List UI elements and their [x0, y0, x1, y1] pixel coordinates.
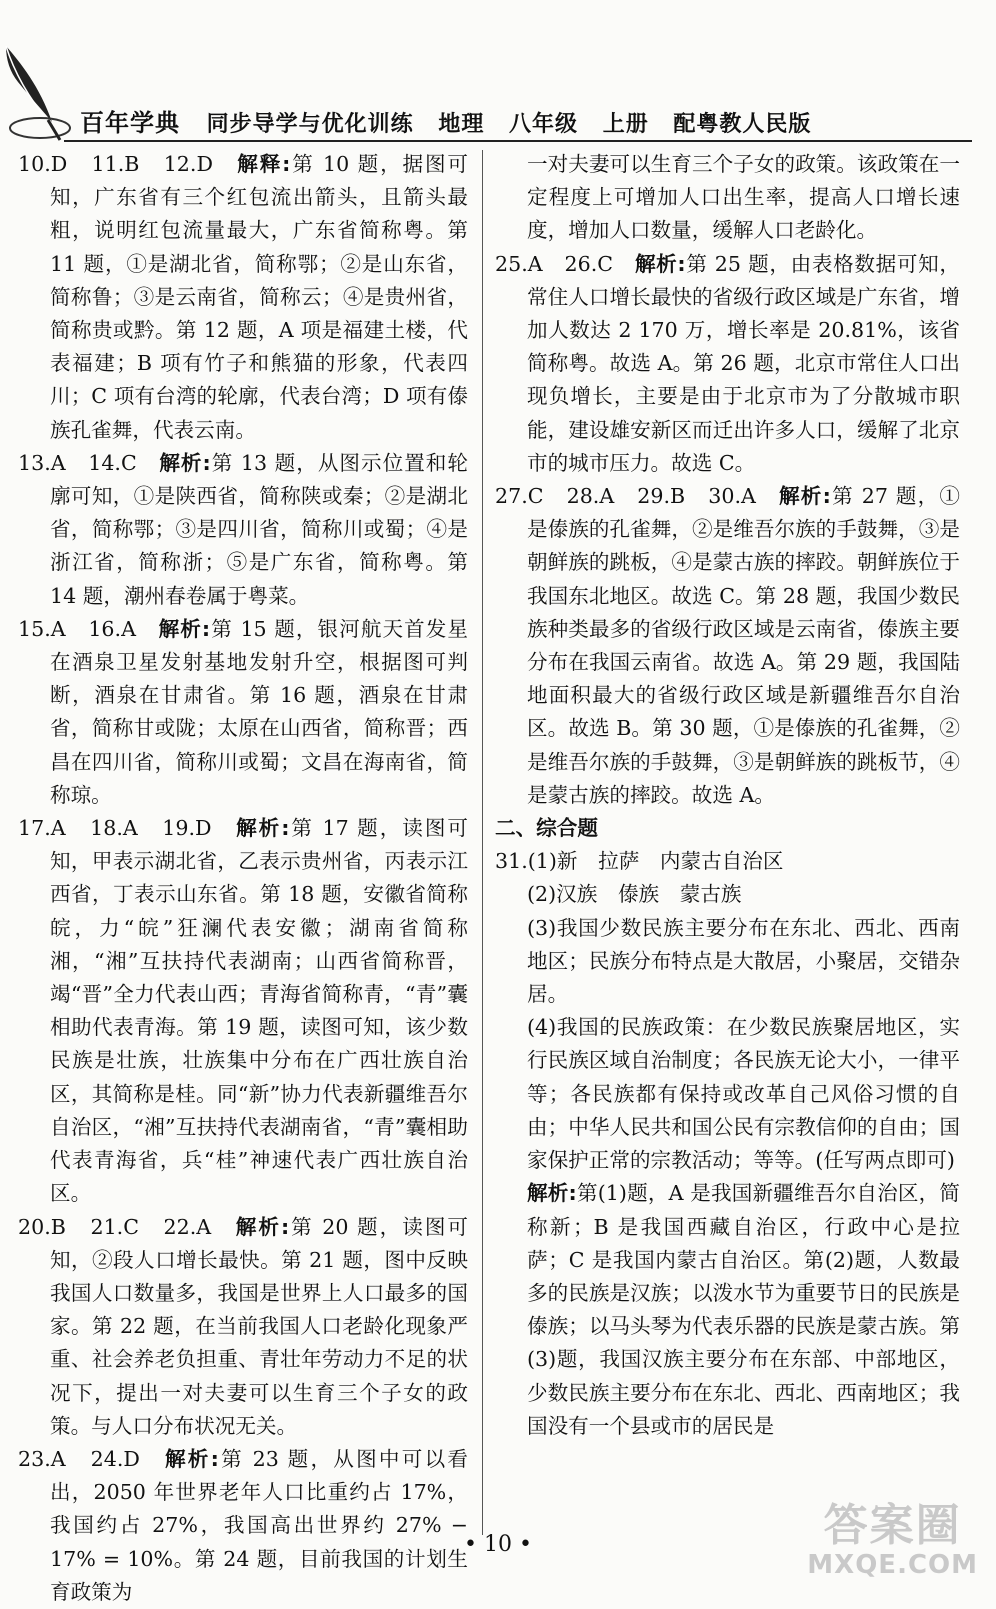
question-31-part-3: (3)我国少数民族主要分布在东北、西北、西南地区；民族分布特点是大散居，小聚居，交错杂居。 — [527, 915, 960, 1007]
watermark-logo — [807, 1500, 978, 1580]
book-title — [80, 103, 811, 138]
quill-logo-icon — [0, 42, 75, 142]
section-title: 二、综合题 — [495, 816, 598, 841]
header-rule — [64, 140, 972, 142]
column-divider — [482, 150, 483, 1535]
answer-item: 17.A 18.A 19.D 解析:第 17 题，读图可知，甲表示湖北省，乙表示贵州省，丙表示江西省，丁表示山东省。第 18 题，安徽省简称皖，力“皖”狂澜代表安徽；湖南省简称湘，“湘”互扶持代表湖南；山西省简称晋，竭“晋”全力代表山西；青海省简称青，“青”囊相助代表青海。第 19 题，读图可知，该少数民族是壮族，壮族集中分布在广西壮族自治区，其简称是桂。同“新”协力代表新疆维吾尔自治区，“湘”互扶持代表湖南省，“青”囊相助代表青海省，兵“桂”神速代表广西壮族自治区。 — [18, 816, 468, 1206]
brand-name: 百年学典 — [80, 109, 180, 137]
answer-item: 10.D 11.B 12.D 解释:第 10 题，据图可知，广东省有三个红包流出箭头，且箭头最粗，说明红包流量最大，广东省简称粤。第 11 题，①是湖北省，简称鄂；②是山东省，简称鲁；③是云南省，简称云；④是贵州省，简称贵或黔。第 12 题，A 项是福建土楼，代表福建；B 项有竹子和熊猫的形象，代表四川；C 项有台湾的轮廓，代表台湾；D 项有傣族孔雀舞，代表云南。 — [18, 152, 468, 442]
answer-item: 20.B 21.C 22.A 解析:第 20 题，读图可知，②段人口增长最快。第 21 题，图中反映我国人口数量多，我国是世界上人口最多的国家。第 22 题，在当前我国人口老龄化现象严重、社会养老负担重、青壮年劳动力不足的状况下，提出一对夫妻可以生育三个子女的政策。与人口分布状况无关。 — [18, 1214, 468, 1438]
continuation-text: 一对夫妻可以生育三个子女的政策。该政策在一定程度上可增加人口出生率，提高人口增长速度，增加人口数量，缓解人口老龄化。 — [527, 152, 960, 243]
page-header — [0, 0, 996, 150]
watermark-en: MXQE.COM — [807, 1550, 978, 1580]
edition: 配粤教人民版 — [673, 112, 812, 137]
left-column — [18, 148, 468, 1609]
volume: 上册 — [602, 112, 649, 137]
subject: 地理 — [438, 112, 485, 137]
answer-item: 25.A 26.C 解析:第 25 题，由表格数据可知，常住人口增长最快的省级行政区域是广东省，增加人数达 2 170 万，增长率是 20.81%，该省简称粤。故选 A。第 26 题，北京市常住人口出现负增长，主要是由于北京市为了分散城市职能，建设雄安新区而迁出许多人口，缓解了北京市的城市压力。故选 C。 — [495, 251, 960, 475]
answer-item: 15.A 16.A 解析:第 15 题，银河航天首发星在酒泉卫星发射基地发射升空，根据图可判断，酒泉在甘肃省。第 16 题，酒泉在甘肃省，简称甘或陇；太原在山西省，简称晋；西昌在四川省，简称川或蜀；文昌在海南省，简称琼。 — [18, 616, 468, 807]
question-31-part-1: 31.(1)新 拉萨 内蒙古自治区 — [495, 849, 784, 874]
right-column — [495, 148, 960, 1443]
answer-item: 23.A 24.D 解析:第 23 题，从图中可以看出，2050 年世界老年人口比重约占 17%，我国约占 27%，我国高出世界约 27% − 17% = 10%。第 24 题，目前我国的计划生育政策为 — [18, 1446, 468, 1604]
page-number: • 10 • — [464, 1532, 532, 1557]
question-31-part-2: (2)汉族 傣族 蒙古族 — [527, 882, 742, 907]
question-31-analysis: 解析:第(1)题，A 是我国新疆维吾尔自治区，简称新；B 是我国西藏自治区，行政中心是拉萨；C 是我国内蒙古自治区。第(2)题，人数最多的民族是汉族；以泼水节为重要节日的民族是傣族；以马头琴为代表乐器的民族是蒙古族。第(3)题，我国汉族主要分布在东部、中部地区，少数民族主要分布在东北、西北、西南地区；我国没有一个县或市的居民是 — [527, 1181, 960, 1438]
answer-item: 13.A 14.C 解析:第 13 题，从图示位置和轮廓可知，①是陕西省，简称陕或秦；②是湖北省，简称鄂；③是四川省，简称川或蜀；④是浙江省，简称浙；⑤是广东省，简称粤。第 14 题，潮州春卷属于粤菜。 — [18, 450, 468, 608]
question-31-part-4: (4)我国的民族政策：在少数民族聚居地区，实行民族区域自治制度；各民族无论大小，一律平等；各民族都有保持或改革自己风俗习惯的自由；中华人民共和国公民有宗教信仰的自由；国家保护正常的宗教活动；等等。(任写两点即可) — [527, 1015, 960, 1173]
grade: 八年级 — [509, 112, 579, 137]
watermark-cn: 答案圈 — [823, 1500, 962, 1551]
series-title: 同步导学与优化训练 — [206, 112, 414, 137]
answer-item: 27.C 28.A 29.B 30.A 解析:第 27 题，①是傣族的孔雀舞，②是维吾尔族的手鼓舞，③是朝鲜族的跳板，④是蒙古族的摔跤。朝鲜族位于我国东北地区。故选 C。第 28 题，我国少数民族种类最多的省级行政区域是云南省，傣族主要分布在我国云南省。故选 A。第 29 题，我国陆地面积最大的省级行政区域是新疆维吾尔自治区。故选 B。第 30 题，①是傣族的孔雀舞，②是维吾尔族的手鼓舞，③是朝鲜族的跳板节，④是蒙古族的摔跤。故选 A。 — [495, 484, 960, 807]
